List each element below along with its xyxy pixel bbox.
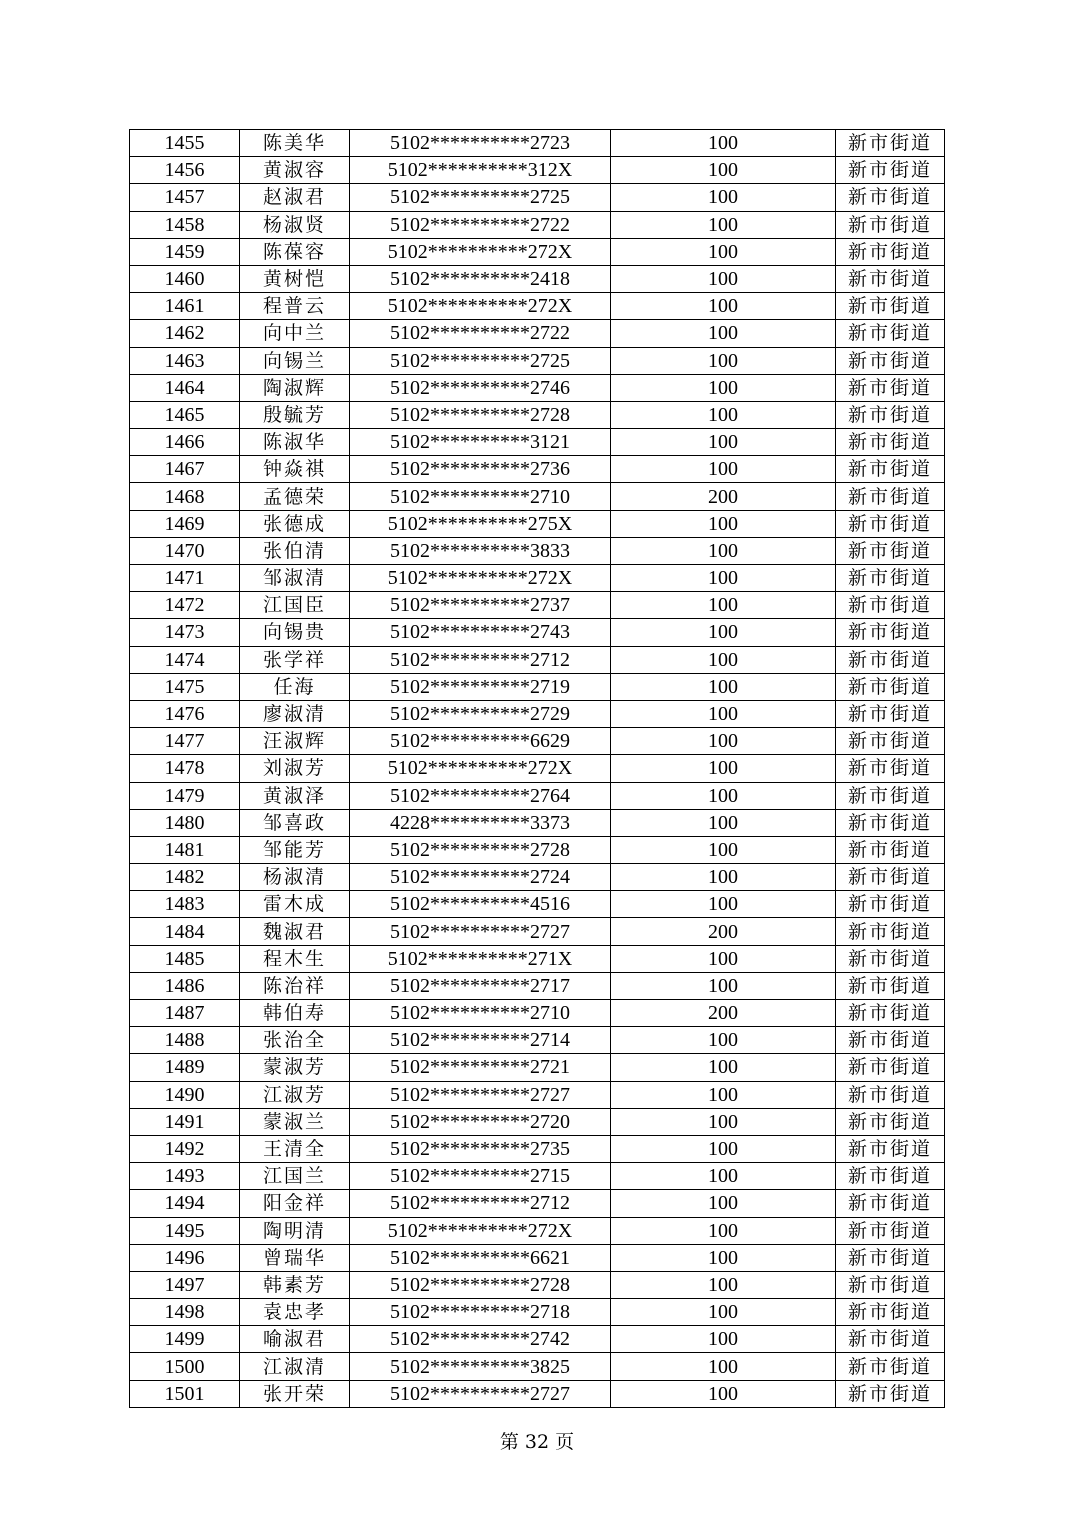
- amount-cell: 100: [611, 238, 836, 265]
- amount-cell: 100: [611, 945, 836, 972]
- name-cell: 程普云: [240, 293, 350, 320]
- id-number-cell: 5102**********2723: [350, 130, 611, 157]
- id-number-cell: 5102**********2727: [350, 918, 611, 945]
- amount-cell: 100: [611, 374, 836, 401]
- row-number-cell: 1472: [130, 592, 240, 619]
- table-row: [130, 864, 945, 891]
- area-cell: 新市街道: [836, 320, 945, 347]
- id-number-cell: 5102**********2764: [350, 782, 611, 809]
- row-number-cell: 1458: [130, 211, 240, 238]
- name-cell: 邹能芳: [240, 836, 350, 863]
- table-row: [130, 483, 945, 510]
- table-row: [130, 1190, 945, 1217]
- table-row: [130, 728, 945, 755]
- row-number-cell: 1480: [130, 809, 240, 836]
- amount-cell: 200: [611, 483, 836, 510]
- row-number-cell: 1460: [130, 265, 240, 292]
- area-cell: 新市街道: [836, 347, 945, 374]
- table-row: [130, 1326, 945, 1353]
- name-cell: 任海: [240, 673, 350, 700]
- name-cell: 汪淑辉: [240, 728, 350, 755]
- row-number-cell: 1466: [130, 429, 240, 456]
- table-row: [130, 1135, 945, 1162]
- id-number-cell: 5102**********2715: [350, 1163, 611, 1190]
- name-cell: 赵淑君: [240, 184, 350, 211]
- table-row: [130, 238, 945, 265]
- id-number-cell: 5102**********2712: [350, 646, 611, 673]
- name-cell: 陈美华: [240, 130, 350, 157]
- amount-cell: 100: [611, 646, 836, 673]
- row-number-cell: 1498: [130, 1299, 240, 1326]
- amount-cell: 100: [611, 456, 836, 483]
- table-row: [130, 782, 945, 809]
- name-cell: 江淑芳: [240, 1081, 350, 1108]
- name-cell: 孟德荣: [240, 483, 350, 510]
- row-number-cell: 1461: [130, 293, 240, 320]
- table-row: [130, 265, 945, 292]
- row-number-cell: 1469: [130, 510, 240, 537]
- area-cell: 新市街道: [836, 293, 945, 320]
- table-row: [130, 184, 945, 211]
- id-number-cell: 5102**********2736: [350, 456, 611, 483]
- row-number-cell: 1465: [130, 401, 240, 428]
- name-cell: 韩素芳: [240, 1271, 350, 1298]
- id-number-cell: 5102**********2714: [350, 1027, 611, 1054]
- id-number-cell: 5102**********2718: [350, 1299, 611, 1326]
- amount-cell: 100: [611, 1054, 836, 1081]
- row-number-cell: 1497: [130, 1271, 240, 1298]
- row-number-cell: 1479: [130, 782, 240, 809]
- id-number-cell: 5102**********272X: [350, 1217, 611, 1244]
- table-row: [130, 1000, 945, 1027]
- area-cell: 新市街道: [836, 1000, 945, 1027]
- row-number-cell: 1475: [130, 673, 240, 700]
- amount-cell: 100: [611, 429, 836, 456]
- id-number-cell: 5102**********2710: [350, 1000, 611, 1027]
- id-number-cell: 5102**********2743: [350, 619, 611, 646]
- amount-cell: 100: [611, 1299, 836, 1326]
- area-cell: 新市街道: [836, 211, 945, 238]
- area-cell: 新市街道: [836, 184, 945, 211]
- area-cell: 新市街道: [836, 972, 945, 999]
- name-cell: 廖淑清: [240, 700, 350, 727]
- table-row: [130, 565, 945, 592]
- name-cell: 杨淑清: [240, 864, 350, 891]
- area-cell: 新市街道: [836, 755, 945, 782]
- row-number-cell: 1456: [130, 157, 240, 184]
- amount-cell: 100: [611, 211, 836, 238]
- table-row: [130, 293, 945, 320]
- id-number-cell: 5102**********2742: [350, 1326, 611, 1353]
- row-number-cell: 1463: [130, 347, 240, 374]
- row-number-cell: 1487: [130, 1000, 240, 1027]
- area-cell: 新市街道: [836, 265, 945, 292]
- id-number-cell: 5102**********2727: [350, 1081, 611, 1108]
- name-cell: 雷木成: [240, 891, 350, 918]
- name-cell: 邹淑清: [240, 565, 350, 592]
- table-row: [130, 1108, 945, 1135]
- area-cell: 新市街道: [836, 238, 945, 265]
- name-cell: 邹喜政: [240, 809, 350, 836]
- area-cell: 新市街道: [836, 782, 945, 809]
- id-number-cell: 5102**********312X: [350, 157, 611, 184]
- name-cell: 曾瑞华: [240, 1244, 350, 1271]
- table-row: [130, 945, 945, 972]
- table-row: [130, 619, 945, 646]
- amount-cell: 100: [611, 782, 836, 809]
- id-number-cell: 5102**********2737: [350, 592, 611, 619]
- amount-cell: 100: [611, 401, 836, 428]
- area-cell: 新市街道: [836, 1135, 945, 1162]
- area-cell: 新市街道: [836, 619, 945, 646]
- table-row: [130, 673, 945, 700]
- table-row: [130, 1299, 945, 1326]
- name-cell: 阳金祥: [240, 1190, 350, 1217]
- name-cell: 江国兰: [240, 1163, 350, 1190]
- id-number-cell: 5102**********2418: [350, 265, 611, 292]
- area-cell: 新市街道: [836, 1217, 945, 1244]
- amount-cell: 100: [611, 1108, 836, 1135]
- name-cell: 杨淑贤: [240, 211, 350, 238]
- area-cell: 新市街道: [836, 1299, 945, 1326]
- id-number-cell: 5102**********271X: [350, 945, 611, 972]
- row-number-cell: 1474: [130, 646, 240, 673]
- row-number-cell: 1486: [130, 972, 240, 999]
- row-number-cell: 1467: [130, 456, 240, 483]
- area-cell: 新市街道: [836, 1054, 945, 1081]
- amount-cell: 100: [611, 565, 836, 592]
- table-row: [130, 836, 945, 863]
- area-cell: 新市街道: [836, 130, 945, 157]
- name-cell: 陶淑辉: [240, 374, 350, 401]
- name-cell: 喻淑君: [240, 1326, 350, 1353]
- amount-cell: 200: [611, 1000, 836, 1027]
- name-cell: 程木生: [240, 945, 350, 972]
- id-number-cell: 5102**********2728: [350, 401, 611, 428]
- id-number-cell: 5102**********2719: [350, 673, 611, 700]
- id-number-cell: 5102**********2720: [350, 1108, 611, 1135]
- name-cell: 袁忠孝: [240, 1299, 350, 1326]
- row-number-cell: 1468: [130, 483, 240, 510]
- id-number-cell: 5102**********2746: [350, 374, 611, 401]
- table-row: [130, 918, 945, 945]
- row-number-cell: 1488: [130, 1027, 240, 1054]
- area-cell: 新市街道: [836, 537, 945, 564]
- table-row: [130, 755, 945, 782]
- area-cell: 新市街道: [836, 1326, 945, 1353]
- amount-cell: 100: [611, 1244, 836, 1271]
- row-number-cell: 1484: [130, 918, 240, 945]
- table-row: [130, 130, 945, 157]
- name-cell: 张治全: [240, 1027, 350, 1054]
- row-number-cell: 1490: [130, 1081, 240, 1108]
- id-number-cell: 5102**********272X: [350, 755, 611, 782]
- table-row: [130, 1217, 945, 1244]
- name-cell: 向锡兰: [240, 347, 350, 374]
- table-row: [130, 320, 945, 347]
- id-number-cell: 5102**********2722: [350, 320, 611, 347]
- name-cell: 蒙淑芳: [240, 1054, 350, 1081]
- row-number-cell: 1499: [130, 1326, 240, 1353]
- row-number-cell: 1459: [130, 238, 240, 265]
- name-cell: 韩伯寿: [240, 1000, 350, 1027]
- amount-cell: 100: [611, 1081, 836, 1108]
- id-number-cell: 5102**********6621: [350, 1244, 611, 1271]
- area-cell: 新市街道: [836, 1163, 945, 1190]
- roster-table-body: [130, 130, 945, 1408]
- table-row: [130, 809, 945, 836]
- name-cell: 向锡贵: [240, 619, 350, 646]
- name-cell: 陈治祥: [240, 972, 350, 999]
- row-number-cell: 1496: [130, 1244, 240, 1271]
- id-number-cell: 5102**********2717: [350, 972, 611, 999]
- row-number-cell: 1489: [130, 1054, 240, 1081]
- row-number-cell: 1500: [130, 1353, 240, 1380]
- area-cell: 新市街道: [836, 1027, 945, 1054]
- id-number-cell: 5102**********2724: [350, 864, 611, 891]
- row-number-cell: 1493: [130, 1163, 240, 1190]
- area-cell: 新市街道: [836, 1108, 945, 1135]
- table-row: [130, 646, 945, 673]
- area-cell: 新市街道: [836, 429, 945, 456]
- amount-cell: 100: [611, 1326, 836, 1353]
- table-row: [130, 700, 945, 727]
- row-number-cell: 1455: [130, 130, 240, 157]
- row-number-cell: 1470: [130, 537, 240, 564]
- id-number-cell: 5102**********2729: [350, 700, 611, 727]
- table-row: [130, 1244, 945, 1271]
- area-cell: 新市街道: [836, 1244, 945, 1271]
- table-row: [130, 1353, 945, 1380]
- name-cell: 向中兰: [240, 320, 350, 347]
- roster-table: [129, 129, 945, 1408]
- area-cell: 新市街道: [836, 592, 945, 619]
- area-cell: 新市街道: [836, 864, 945, 891]
- table-row: [130, 1271, 945, 1298]
- id-number-cell: 5102**********272X: [350, 565, 611, 592]
- amount-cell: 100: [611, 293, 836, 320]
- amount-cell: 100: [611, 1027, 836, 1054]
- id-number-cell: 5102**********3121: [350, 429, 611, 456]
- area-cell: 新市街道: [836, 374, 945, 401]
- table-row: [130, 374, 945, 401]
- amount-cell: 100: [611, 184, 836, 211]
- amount-cell: 100: [611, 1190, 836, 1217]
- area-cell: 新市街道: [836, 1190, 945, 1217]
- name-cell: 陈葆容: [240, 238, 350, 265]
- area-cell: 新市街道: [836, 510, 945, 537]
- row-number-cell: 1471: [130, 565, 240, 592]
- id-number-cell: 5102**********2710: [350, 483, 611, 510]
- row-number-cell: 1477: [130, 728, 240, 755]
- amount-cell: 100: [611, 864, 836, 891]
- amount-cell: 100: [611, 700, 836, 727]
- table-row: [130, 1163, 945, 1190]
- id-number-cell: 5102**********3833: [350, 537, 611, 564]
- table-row: [130, 347, 945, 374]
- amount-cell: 100: [611, 130, 836, 157]
- area-cell: 新市街道: [836, 918, 945, 945]
- amount-cell: 100: [611, 1380, 836, 1407]
- id-number-cell: 4228**********3373: [350, 809, 611, 836]
- table-row: [130, 401, 945, 428]
- name-cell: 蒙淑兰: [240, 1108, 350, 1135]
- row-number-cell: 1492: [130, 1135, 240, 1162]
- area-cell: 新市街道: [836, 673, 945, 700]
- id-number-cell: 5102**********272X: [350, 238, 611, 265]
- name-cell: 黄淑容: [240, 157, 350, 184]
- table-row: [130, 891, 945, 918]
- id-number-cell: 5102**********4516: [350, 891, 611, 918]
- amount-cell: 100: [611, 1217, 836, 1244]
- area-cell: 新市街道: [836, 700, 945, 727]
- amount-cell: 100: [611, 157, 836, 184]
- table-row: [130, 972, 945, 999]
- area-cell: 新市街道: [836, 728, 945, 755]
- row-number-cell: 1457: [130, 184, 240, 211]
- area-cell: 新市街道: [836, 401, 945, 428]
- table-row: [130, 1380, 945, 1407]
- amount-cell: 100: [611, 1135, 836, 1162]
- name-cell: 王清全: [240, 1135, 350, 1162]
- table-row: [130, 1054, 945, 1081]
- amount-cell: 100: [611, 619, 836, 646]
- name-cell: 魏淑君: [240, 918, 350, 945]
- row-number-cell: 1495: [130, 1217, 240, 1244]
- name-cell: 陈淑华: [240, 429, 350, 456]
- amount-cell: 100: [611, 809, 836, 836]
- row-number-cell: 1476: [130, 700, 240, 727]
- amount-cell: 100: [611, 755, 836, 782]
- name-cell: 江淑清: [240, 1353, 350, 1380]
- name-cell: 黄树恺: [240, 265, 350, 292]
- id-number-cell: 5102**********275X: [350, 510, 611, 537]
- table-row: [130, 1081, 945, 1108]
- area-cell: 新市街道: [836, 891, 945, 918]
- id-number-cell: 5102**********2728: [350, 1271, 611, 1298]
- area-cell: 新市街道: [836, 1081, 945, 1108]
- amount-cell: 100: [611, 265, 836, 292]
- name-cell: 张德成: [240, 510, 350, 537]
- page-number: 第 32 页: [499, 1431, 575, 1453]
- row-number-cell: 1501: [130, 1380, 240, 1407]
- row-number-cell: 1482: [130, 864, 240, 891]
- id-number-cell: 5102**********2721: [350, 1054, 611, 1081]
- id-number-cell: 5102**********2722: [350, 211, 611, 238]
- amount-cell: 100: [611, 537, 836, 564]
- row-number-cell: 1478: [130, 755, 240, 782]
- table-row: [130, 211, 945, 238]
- id-number-cell: 5102**********2725: [350, 184, 611, 211]
- name-cell: 张伯清: [240, 537, 350, 564]
- area-cell: 新市街道: [836, 1271, 945, 1298]
- table-row: [130, 1027, 945, 1054]
- amount-cell: 200: [611, 918, 836, 945]
- id-number-cell: 5102**********3825: [350, 1353, 611, 1380]
- table-row: [130, 157, 945, 184]
- area-cell: 新市街道: [836, 483, 945, 510]
- name-cell: 陶明清: [240, 1217, 350, 1244]
- amount-cell: 100: [611, 1163, 836, 1190]
- id-number-cell: 5102**********2728: [350, 836, 611, 863]
- table-row: [130, 429, 945, 456]
- amount-cell: 100: [611, 510, 836, 537]
- id-number-cell: 5102**********2712: [350, 1190, 611, 1217]
- amount-cell: 100: [611, 347, 836, 374]
- area-cell: 新市街道: [836, 945, 945, 972]
- area-cell: 新市街道: [836, 809, 945, 836]
- row-number-cell: 1462: [130, 320, 240, 347]
- area-cell: 新市街道: [836, 836, 945, 863]
- row-number-cell: 1494: [130, 1190, 240, 1217]
- id-number-cell: 5102**********2735: [350, 1135, 611, 1162]
- row-number-cell: 1473: [130, 619, 240, 646]
- name-cell: 张学祥: [240, 646, 350, 673]
- table-row: [130, 456, 945, 483]
- name-cell: 江国臣: [240, 592, 350, 619]
- name-cell: 张开荣: [240, 1380, 350, 1407]
- amount-cell: 100: [611, 1271, 836, 1298]
- area-cell: 新市街道: [836, 157, 945, 184]
- table-row: [130, 537, 945, 564]
- table-row: [130, 592, 945, 619]
- id-number-cell: 5102**********2725: [350, 347, 611, 374]
- name-cell: 钟焱祺: [240, 456, 350, 483]
- id-number-cell: 5102**********2727: [350, 1380, 611, 1407]
- area-cell: 新市街道: [836, 1380, 945, 1407]
- area-cell: 新市街道: [836, 565, 945, 592]
- amount-cell: 100: [611, 891, 836, 918]
- area-cell: 新市街道: [836, 456, 945, 483]
- row-number-cell: 1481: [130, 836, 240, 863]
- amount-cell: 100: [611, 320, 836, 347]
- amount-cell: 100: [611, 673, 836, 700]
- row-number-cell: 1483: [130, 891, 240, 918]
- amount-cell: 100: [611, 836, 836, 863]
- table-row: [130, 510, 945, 537]
- area-cell: 新市街道: [836, 646, 945, 673]
- amount-cell: 100: [611, 592, 836, 619]
- row-number-cell: 1464: [130, 374, 240, 401]
- name-cell: 殷毓芳: [240, 401, 350, 428]
- amount-cell: 100: [611, 972, 836, 999]
- row-number-cell: 1491: [130, 1108, 240, 1135]
- area-cell: 新市街道: [836, 1353, 945, 1380]
- id-number-cell: 5102**********6629: [350, 728, 611, 755]
- name-cell: 刘淑芳: [240, 755, 350, 782]
- name-cell: 黄淑泽: [240, 782, 350, 809]
- amount-cell: 100: [611, 1353, 836, 1380]
- id-number-cell: 5102**********272X: [350, 293, 611, 320]
- amount-cell: 100: [611, 728, 836, 755]
- row-number-cell: 1485: [130, 945, 240, 972]
